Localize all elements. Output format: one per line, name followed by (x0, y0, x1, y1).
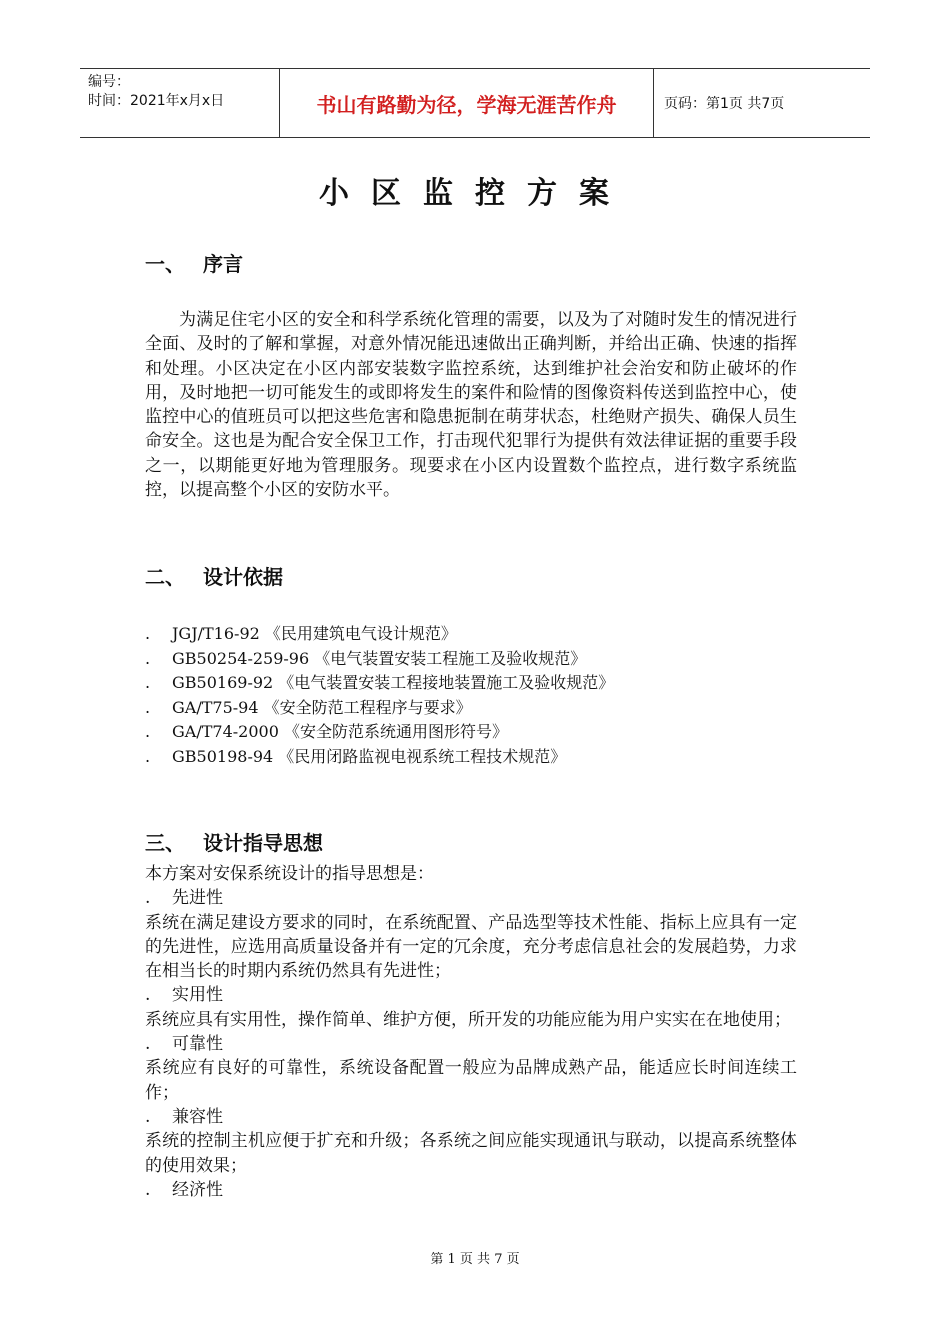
bullet: . (145, 1179, 151, 1200)
guide-item-head: . 可靠性 (145, 1032, 797, 1056)
bullet: . (145, 673, 151, 692)
number-label: 编号： (88, 74, 130, 90)
section-number: 二、 (145, 565, 185, 589)
guide-body (145, 862, 797, 1202)
reference-item (145, 696, 614, 721)
document-title: 小区监控方案 (319, 176, 631, 211)
guide-item-head: . 兼容性 (145, 1105, 797, 1129)
reference-list (145, 622, 614, 769)
guide-item-head: . 经济性 (145, 1178, 797, 1202)
bullet: . (145, 1106, 151, 1127)
bullet: . (145, 697, 151, 717)
guide-item-head: . 实用性 (145, 983, 797, 1007)
page-header (80, 68, 870, 138)
reference-item (145, 745, 614, 770)
guide-item-text: 系统的控制主机应便于扩充和升级；各系统之间应能实现通讯与联动，以提高系统整体的使用效果； (145, 1131, 797, 1176)
guide-intro: 本方案对安保系统设计的指导思想是： (145, 864, 434, 884)
bullet: . (145, 746, 151, 766)
page-footer: 第 1 页 共 7 页 (430, 1252, 520, 1267)
reference-item (145, 647, 614, 672)
header-page-label: 页码：第1页 共7页 (664, 96, 785, 112)
reference-text: JGJ/T16-92 《民用建筑电气设计规范》 (172, 624, 457, 643)
guide-item-text: 系统在满足建设方要求的同时，在系统配置、产品选型等技术性能、指标上应具有一定的先进性，应选用高质量设备并有一定的冗余度，充分考虑信息社会的发展趋势，力求在相当长的时期内系统仍然具有先进性； (145, 912, 797, 982)
section-heading-preface (145, 248, 243, 277)
section-heading-basis (145, 561, 283, 590)
section-heading-guide (145, 827, 323, 856)
guide-item-head: . 先进性 (145, 886, 797, 910)
reference-text: GA/T75-94 《安全防范工程程序与要求》 (172, 697, 472, 717)
guide-item-text: 系统应有良好的可靠性，系统设备配置一般应为品牌成熟产品，能适应长时间连续工作； (145, 1058, 797, 1103)
section-title: 序言 (203, 252, 243, 276)
bullet: . (145, 722, 151, 741)
reference-text: GB50198-94 《民用闭路监视电视系统工程技术规范》 (172, 746, 567, 766)
bullet: . (145, 648, 151, 668)
section-title: 设计指导思想 (203, 831, 323, 855)
section-number: 三、 (145, 831, 185, 855)
bullet: . (145, 1034, 151, 1055)
reference-text: GB50254-259-96 《电气装置安装工程施工及验收规范》 (172, 648, 587, 668)
preface-paragraph: 为满足住宅小区的安全和科学系统化管理的需要，以及为了对随时发生的情况进行全面、及时的了解和掌握，对意外情况能迅速做出正确判断，并给出正确、快速的指挥和处理。小区决定在小区内部安装数字监控系统，达到维护社会治安和防止破坏的作用，及时地把一切可能发生的或即将发生的案件和险情的图像资料传送到监控中心，使监控中心的值班员可以把这些危害和隐患扼制在萌芽状态，杜绝财产损失、确保人员生命安全。这也是为配合安全保卫工作，打击现代犯罪行为提供有效法律证据的重要手段之一，以期能更好地为管理服务。现要求在小区内设置数个监控点，进行数字系统监控，以提高整个小区的安防水平。 (145, 310, 797, 501)
bullet: . (145, 888, 151, 909)
reference-text: GA/T74-2000 《安全防范系统通用图形符号》 (172, 722, 508, 741)
bullet: . (145, 624, 151, 643)
guide-item-text: 系统应具有实用性，操作简单、维护方便，所开发的功能应能为用户实实在在地使用； (145, 1009, 791, 1030)
header-motto: 书山有路勤为径，学海无涯苦作舟 (280, 69, 654, 137)
section-title: 设计依据 (203, 565, 283, 589)
time-label: 时间：2021年x月x日 (88, 93, 225, 109)
reference-text: GB50169-92 《电气装置安装工程接地装置施工及验收规范》 (172, 673, 615, 692)
reference-item (145, 622, 614, 647)
header-meta (80, 69, 280, 137)
reference-item (145, 720, 614, 745)
bullet: . (145, 985, 151, 1006)
section-number: 一、 (145, 252, 185, 276)
reference-item (145, 671, 614, 696)
